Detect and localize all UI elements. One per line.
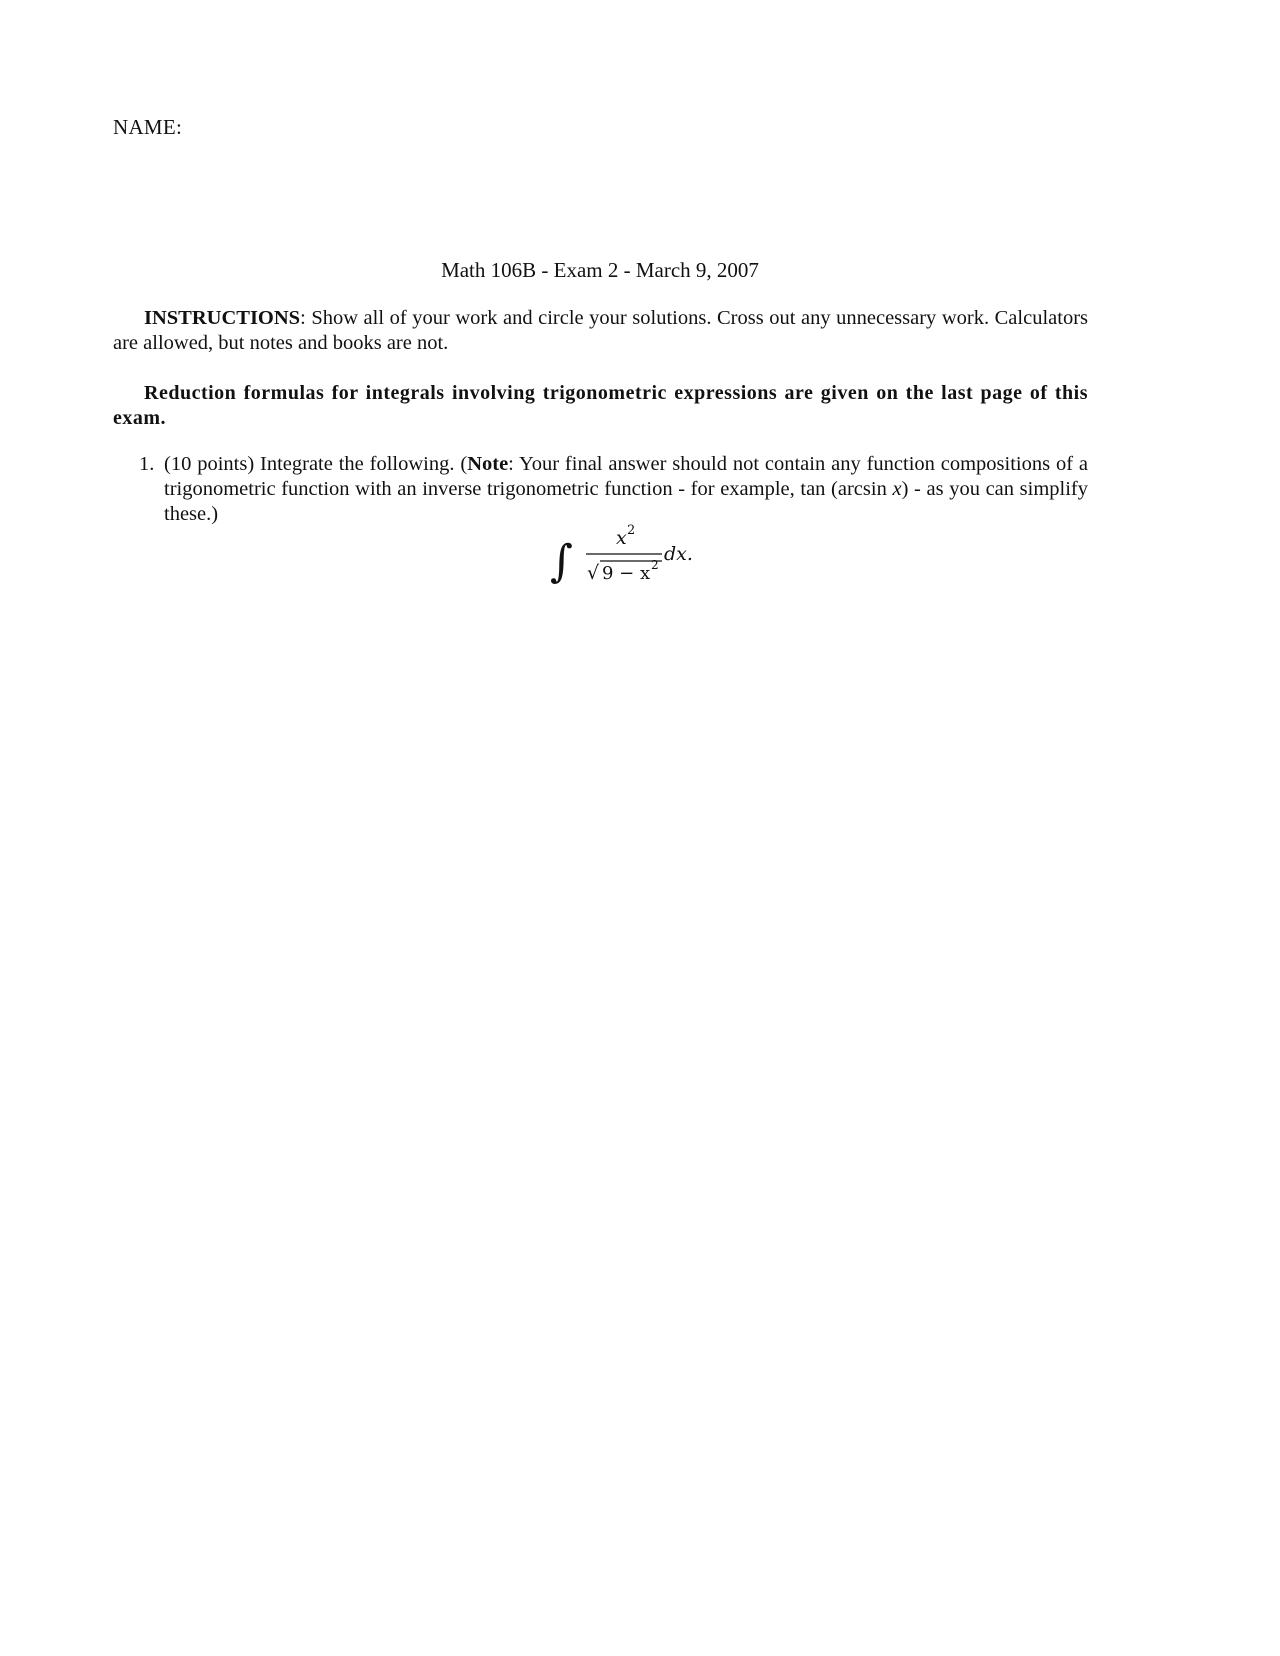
radical-sign: √ — [587, 562, 600, 584]
instructions-paragraph — [113, 306, 1088, 356]
instructions-label: INSTRUCTIONS — [144, 307, 301, 329]
problem-text-part2: ) - as you can simplify these.) — [164, 478, 1088, 525]
problem-number: 1. — [139, 453, 155, 475]
instructions-text: : Show all of your work and circle your solutions. Cross out any unnecessary work. Calculators are allowed, but notes and books are not. — [113, 307, 1088, 354]
integral-sign: ∫ — [550, 536, 573, 587]
problem-lead: (10 points) Integrate the following. ( — [164, 453, 468, 475]
denominator: 9 − x — [602, 563, 651, 584]
problem-variable: x — [892, 478, 902, 500]
reduction-formulas-note: Reduction formulas for integrals involving trigonometric expressions are given on the last page of this exam. — [113, 382, 1088, 429]
numerator-exponent: 2 — [627, 523, 636, 538]
problem-text — [164, 452, 1088, 527]
exam-title: Math 106B - Exam 2 - March 9, 2007 — [441, 258, 759, 282]
denominator-exponent: 2 — [651, 558, 659, 572]
problem-1 — [113, 452, 1088, 527]
note-label: Note — [467, 453, 509, 475]
problem-text-part1: : Your final answer should not contain any function compositions of a trigonometric function with an inverse trigonometric function - for example, tan (arcsin — [164, 453, 1089, 500]
integral-formula — [550, 522, 710, 592]
name-label: NAME: — [113, 115, 183, 139]
differential: dx. — [664, 543, 693, 565]
numerator: x — [616, 527, 627, 549]
